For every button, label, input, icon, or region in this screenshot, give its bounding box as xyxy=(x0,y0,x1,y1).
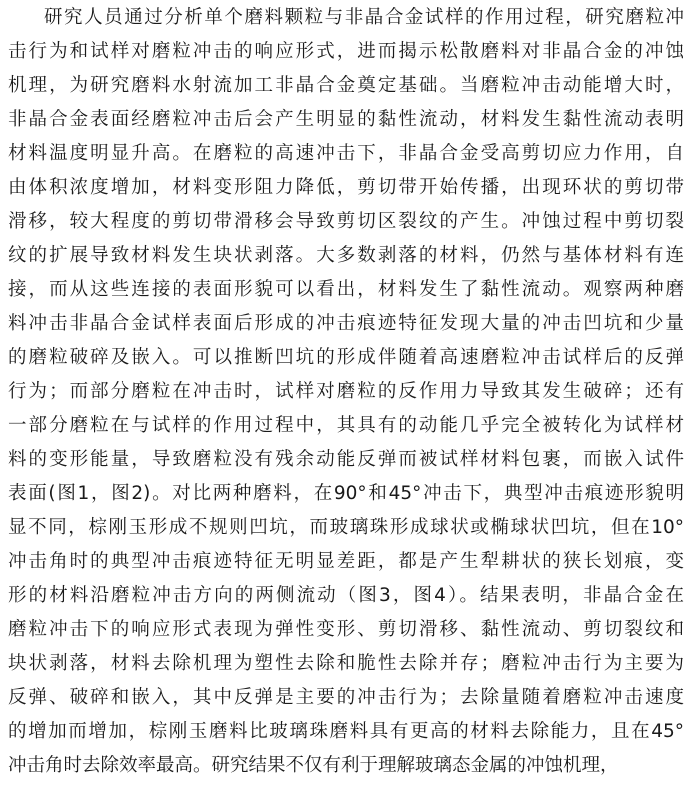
paragraph-line: 的增加而增加，棕刚玉磨料比玻璃珠磨料具有更高的材料去除能力，且在45° xyxy=(8,721,684,742)
paragraph-line: 机理，为研究磨料水射流加工非晶合金奠定基础。当磨粒冲击动能增大时， xyxy=(8,75,684,96)
paragraph-line: 一部分磨粒在与试样的作用过程中，其具有的动能几乎完全被转化为试样材 xyxy=(8,415,684,436)
paragraph-line: 显不同，棕刚玉形成不规则凹坑，而玻璃珠形成球状或椭球状凹坑，但在10° xyxy=(8,517,684,538)
paragraph-line: 击行为和试样对磨粒冲击的响应形式，进而揭示松散磨料对非晶合金的冲蚀 xyxy=(8,41,684,62)
paragraph-line: 磨粒冲击下的响应形式表现为弹性变形、剪切滑移、黏性流动、剪切裂纹和 xyxy=(8,619,684,640)
paragraph-line: 块状剥落，材料去除机理为塑性去除和脆性去除并存；磨粒冲击行为主要为 xyxy=(8,653,684,674)
paragraph-line: 冲击角时去除效率最高。研究结果不仅有利于理解玻璃态金属的冲蚀机理， xyxy=(8,755,619,776)
paragraph-line: 研究人员通过分析单个磨料颗粒与非晶合金试样的作用过程，研究磨粒冲 xyxy=(44,7,684,28)
paragraph-line: 材料温度明显升高。在磨粒的高速冲击下，非晶合金受高剪切应力作用，自 xyxy=(8,143,684,164)
paragraph-line: 接，而从这些连接的表面形貌可以看出，材料发生了黏性流动。观察两种磨 xyxy=(8,279,684,300)
paragraph-line: 料冲击非晶合金试样表面后形成的冲击痕迹特征发现大量的冲击凹坑和少量 xyxy=(8,313,684,334)
paragraph-line: 滑移，较大程度的剪切带滑移会导致剪切区裂纹的产生。冲蚀过程中剪切裂 xyxy=(8,211,684,232)
paragraph-line: 的磨粒破碎及嵌入。可以推断凹坑的形成伴随着高速磨粒冲击试样后的反弹 xyxy=(8,347,684,368)
paragraph-line: 表面(图1，图2)。对比两种磨料，在90°和45°冲击下，典型冲击痕迹形貌明 xyxy=(8,483,684,504)
paragraph-line: 由体积浓度增加，材料变形阻力降低，剪切带开始传播，出现环状的剪切带 xyxy=(8,177,684,198)
paragraph-line: 纹的扩展导致材料发生块状剥落。大多数剥落的材料，仍然与基体材料有连 xyxy=(8,245,684,266)
paragraph-line: 料的变形能量，导致磨粒没有残余动能反弹而被试样材料包裹，而嵌入试件 xyxy=(8,449,684,470)
paragraph-line: 反弹、破碎和嵌入，其中反弹是主要的冲击行为；去除量随着磨粒冲击速度 xyxy=(8,687,684,708)
paragraph-line: 形的材料沿磨粒冲击方向的两侧流动（图3，图4）。结果表明，非晶合金在 xyxy=(8,585,684,606)
paragraph-line: 非晶合金表面经磨粒冲击后会产生明显的黏性流动，材料发生黏性流动表明 xyxy=(8,109,684,130)
paragraph-line: 行为；而部分磨粒在冲击时，试样对磨粒的反作用力导致其发生破碎；还有 xyxy=(8,381,684,402)
paragraph-line: 冲击角时的典型冲击痕迹特征无明显差距，都是产生犁耕状的狭长划痕，变 xyxy=(8,551,684,572)
